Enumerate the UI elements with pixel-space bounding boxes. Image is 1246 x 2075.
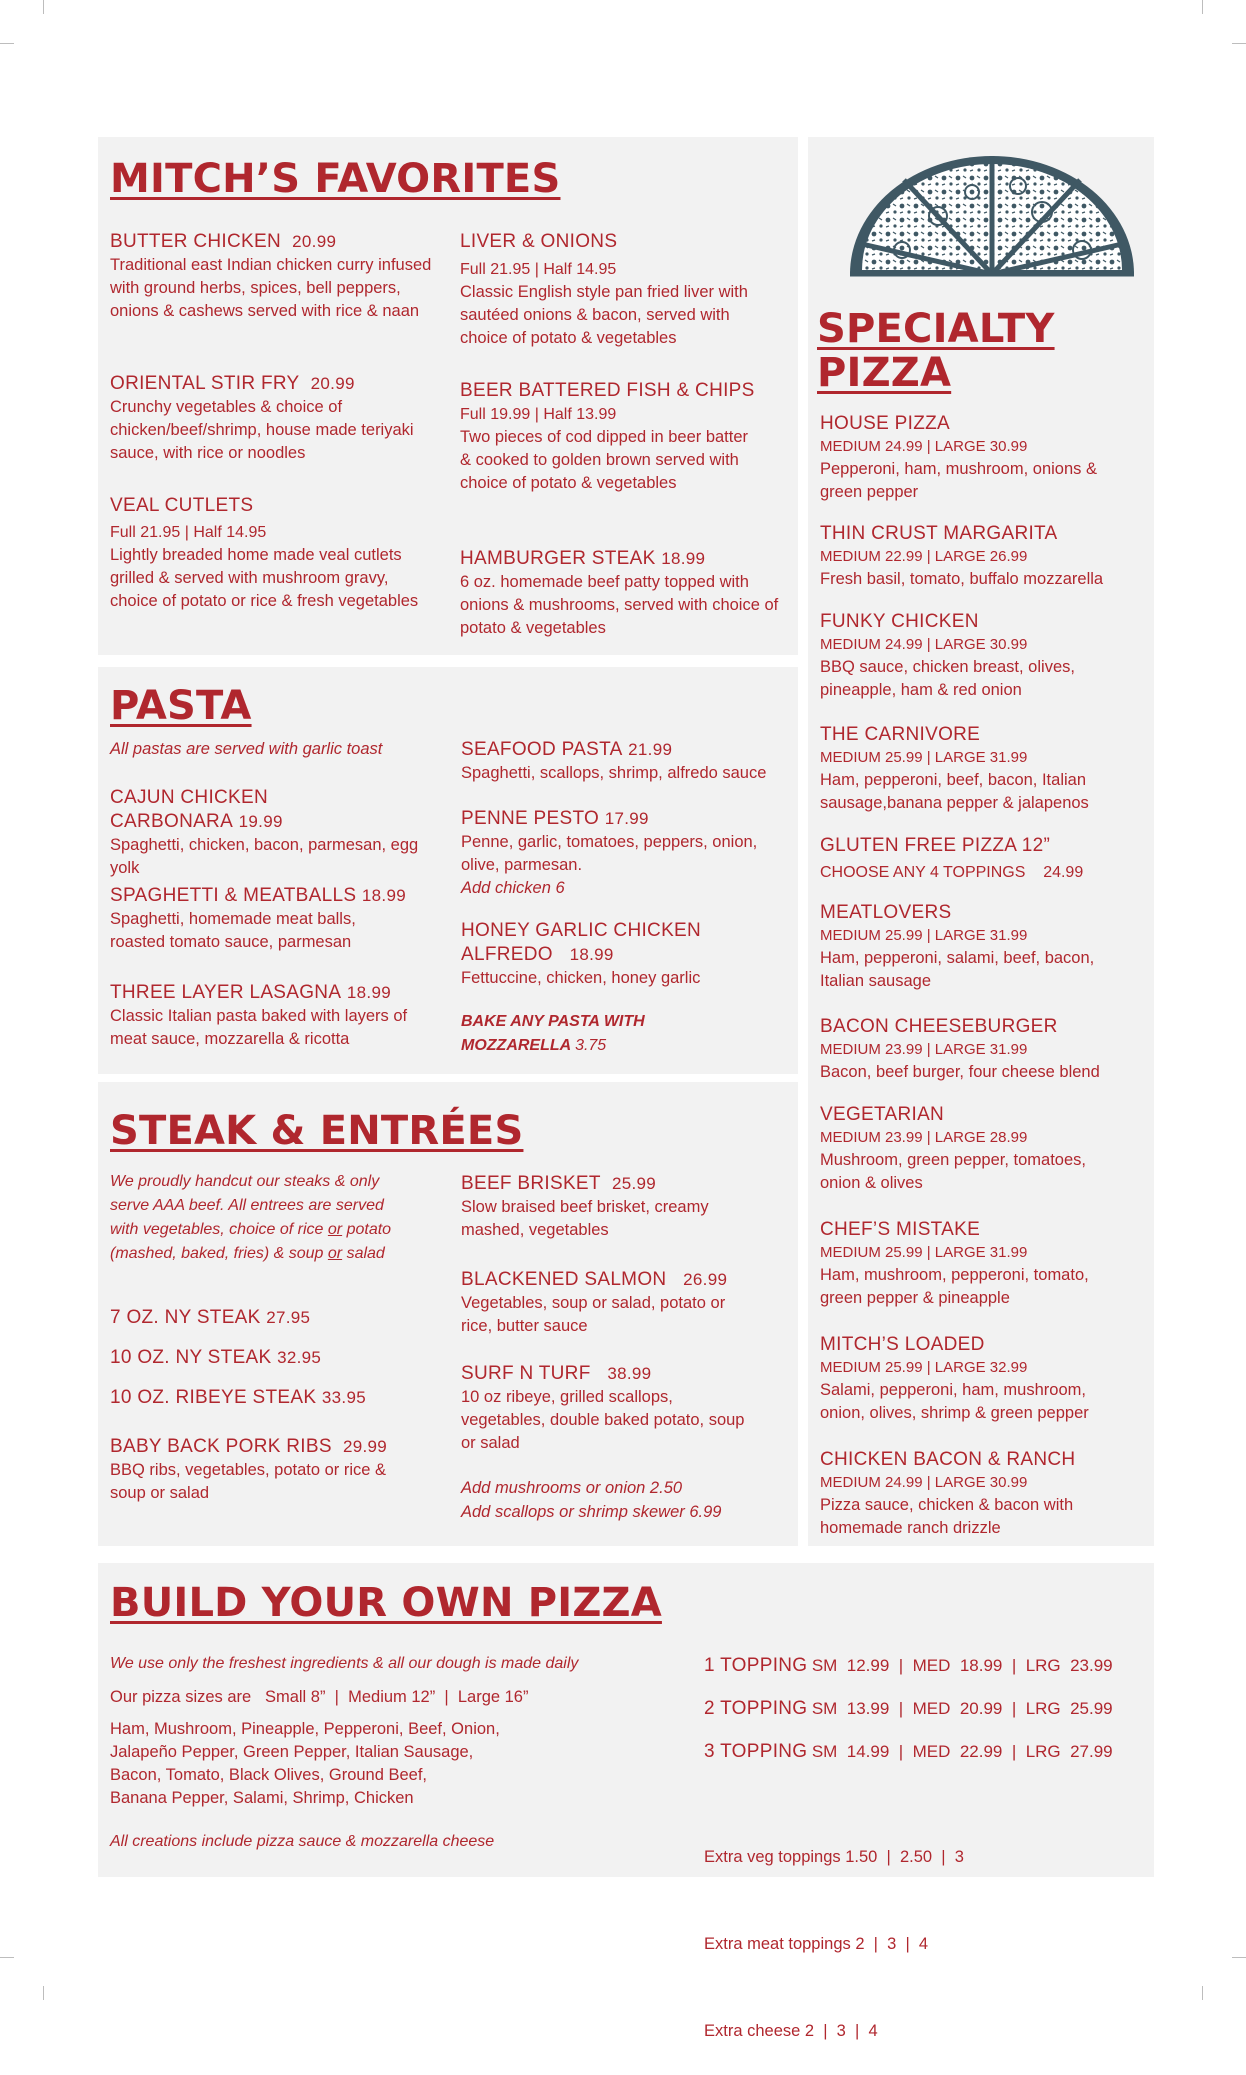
item-price: 19.99 — [238, 812, 283, 831]
item-price: 27.95 — [266, 1308, 311, 1327]
pizza-name: CHICKEN BACON & RANCH — [820, 1449, 1076, 1470]
item-name: BUTTER CHICKEN — [110, 231, 281, 252]
item-name-line2: ALFREDO — [461, 944, 553, 965]
item-description: Lightly breaded home made veal cutlets grilled & served with mushroom gravy, choice of potato or rice & fresh vegetables — [110, 546, 419, 610]
crop-mark — [0, 1957, 14, 1958]
item-name: BABY BACK PORK RIBS — [110, 1436, 332, 1457]
menu-item — [461, 807, 791, 900]
item-price: 18.99 — [569, 945, 614, 964]
item-addon: Add chicken 6 — [461, 879, 565, 897]
pizza-prices: MEDIUM 22.99 | LARGE 26.99 — [820, 548, 1028, 565]
menu-item — [110, 981, 440, 1051]
steak-title: STEAK & ENTRÉES — [110, 1108, 524, 1154]
pizza-prices: MEDIUM 24.99 | LARGE 30.99 — [820, 636, 1028, 653]
pizza-name: MITCH’S LOADED — [820, 1334, 985, 1355]
item-description: 6 oz. homemade beef patty topped with onions & mushrooms, served with choice of potato & vegetables — [460, 573, 779, 637]
crop-mark — [1202, 1986, 1203, 2000]
pizza-item — [820, 610, 1150, 702]
topping-tier — [704, 1654, 1113, 1678]
steak-item — [110, 1386, 366, 1410]
item-description: Slow braised beef brisket, creamy mashed, vegetables — [461, 1198, 709, 1239]
menu-item — [460, 379, 790, 495]
pizza-item — [820, 834, 1150, 884]
pizza-item — [820, 412, 1150, 504]
item-name: LIVER & ONIONS — [460, 231, 618, 252]
item-price: 17.99 — [604, 809, 649, 828]
pizza-description: Bacon, beef burger, four cheese blend — [820, 1063, 1100, 1081]
item-name: HONEY GARLIC CHICKEN — [461, 920, 702, 941]
item-price: 18.99 — [661, 549, 706, 568]
menu-item — [460, 230, 790, 350]
pizza-item — [820, 901, 1150, 993]
steak-intro-text: potato — [342, 1221, 392, 1238]
tier-prices: SM 12.99 | MED 18.99 | LRG 23.99 — [811, 1656, 1113, 1675]
steak-addons — [461, 1476, 721, 1524]
item-name: SEAFOOD PASTA — [461, 739, 623, 760]
toppings-line: Ham, Mushroom, Pineapple, Pepperoni, Beef, Onion, — [110, 1720, 500, 1738]
item-name: SPAGHETTI & MEATBALLS — [110, 885, 357, 906]
bake-pasta-note — [461, 1010, 645, 1058]
tier-prices: SM 14.99 | MED 22.99 | LRG 27.99 — [811, 1742, 1113, 1761]
pizza-description: Salami, pepperoni, ham, mushroom, onion, olives, shrimp & green pepper — [820, 1381, 1089, 1422]
tier-label: 1 TOPPING — [704, 1655, 808, 1676]
menu-item — [110, 884, 440, 954]
pizza-description: Ham, pepperoni, beef, bacon, Italian sausage,banana pepper & jalapenos — [820, 771, 1089, 812]
item-subprice: Full 21.95 | Half 14.95 — [460, 261, 617, 278]
item-price: 18.99 — [361, 886, 406, 905]
menu-item — [461, 919, 791, 990]
pizza-item — [820, 1333, 1150, 1425]
item-price: 20.99 — [310, 374, 355, 393]
extra-line: Extra veg toppings 1.50 | 2.50 | 3 — [704, 1848, 964, 1866]
bake-line2: MOZZARELLA — [461, 1037, 571, 1054]
item-name: 10 OZ. RIBEYE STEAK — [110, 1387, 317, 1408]
pizza-prices: MEDIUM 25.99 | LARGE 31.99 — [820, 749, 1028, 766]
item-price: 33.95 — [321, 1388, 366, 1407]
item-subprice: Full 19.99 | Half 13.99 — [460, 406, 617, 423]
item-name: PENNE PESTO — [461, 808, 600, 829]
pizza-prices: MEDIUM 25.99 | LARGE 31.99 — [820, 927, 1028, 944]
build-toppings — [110, 1718, 500, 1810]
item-name: BLACKENED SALMON — [461, 1269, 667, 1290]
tier-label: 2 TOPPING — [704, 1698, 808, 1719]
item-name: 7 OZ. NY STEAK — [110, 1307, 261, 1328]
pizza-item — [820, 1218, 1150, 1310]
pizza-name: FUNKY CHICKEN — [820, 611, 979, 632]
item-name: ORIENTAL STIR FRY — [110, 373, 300, 394]
item-description: 10 oz ribeye, grilled scallops, vegetables, double baked potato, soup or salad — [461, 1388, 745, 1452]
pizza-prices: MEDIUM 23.99 | LARGE 31.99 — [820, 1041, 1028, 1058]
item-price: 25.99 — [611, 1174, 657, 1193]
item-price: 20.99 — [292, 232, 337, 251]
item-name: HAMBURGER STEAK — [460, 548, 656, 569]
item-description: Spaghetti, chicken, bacon, parmesan, egg yolk — [110, 836, 419, 877]
item-name: SURF N TURF — [461, 1363, 591, 1384]
item-description: Classic Italian pasta baked with layers of meat sauce, mozzarella & ricotta — [110, 1007, 408, 1048]
item-price: 29.99 — [343, 1437, 388, 1456]
menu-item — [461, 1172, 791, 1242]
pizza-prices: MEDIUM 24.99 | LARGE 30.99 — [820, 438, 1028, 455]
crop-mark — [1232, 1957, 1246, 1958]
pizza-description: Pepperoni, ham, mushroom, onions & green pepper — [820, 460, 1097, 501]
pizza-name: THE CARNIVORE — [820, 724, 981, 745]
steak-intro-text: salad — [342, 1245, 385, 1262]
menu-item — [110, 230, 440, 323]
item-name: 10 OZ. NY STEAK — [110, 1347, 272, 1368]
item-price: 18.99 — [346, 983, 391, 1002]
tier-prices: SM 13.99 | MED 20.99 | LRG 25.99 — [811, 1699, 1113, 1718]
tier-label: 3 TOPPING — [704, 1741, 808, 1762]
specialty-title-line2: PIZZA — [817, 350, 952, 396]
steak-intro — [110, 1170, 450, 1266]
pizza-illustration — [842, 146, 1142, 281]
toppings-line: Bacon, Tomato, Black Olives, Ground Beef, — [110, 1766, 428, 1784]
steak-intro-or: or — [327, 1245, 343, 1262]
build-extras — [704, 1785, 964, 2075]
build-note: We use only the freshest ingredients & all our dough is made daily — [110, 1655, 579, 1672]
steak-intro-line: serve AAA beef. All entrees are served — [110, 1197, 384, 1214]
menu-item — [461, 1362, 791, 1455]
pizza-description: Fresh basil, tomato, buffalo mozzarella — [820, 570, 1104, 588]
item-price: 32.95 — [277, 1348, 322, 1367]
pizza-name: MEATLOVERS — [820, 902, 952, 923]
build-footer: All creations include pizza sauce & mozzarella cheese — [110, 1833, 495, 1850]
item-description: BBQ ribs, vegetables, potato or rice & soup or salad — [110, 1461, 387, 1502]
pizza-name: THIN CRUST MARGARITA — [820, 523, 1058, 544]
menu-item — [461, 1268, 791, 1338]
pizza-prices: MEDIUM 25.99 | LARGE 31.99 — [820, 1244, 1028, 1261]
crop-mark — [1202, 0, 1203, 14]
pizza-description: Ham, mushroom, pepperoni, tomato, green pepper & pineapple — [820, 1266, 1089, 1307]
pizza-name: VEGETARIAN — [820, 1104, 945, 1125]
addon-line: Add scallops or shrimp skewer 6.99 — [461, 1503, 722, 1521]
item-price: 21.99 — [628, 740, 673, 759]
pasta-note: All pastas are served with garlic toast — [110, 740, 383, 758]
crop-mark — [43, 1986, 44, 2000]
item-description: Crunchy vegetables & choice of chicken/beef/shrimp, house made teriyaki sauce, with rice or noodles — [110, 398, 414, 462]
pizza-item — [820, 1015, 1150, 1084]
steak-item — [110, 1346, 321, 1370]
topping-tier — [704, 1697, 1113, 1721]
menu-item — [460, 547, 790, 640]
item-description: Traditional east Indian chicken curry infused with ground herbs, spices, bell peppers, onions & cashews served with rice & naan — [110, 256, 432, 320]
menu-item — [110, 786, 440, 880]
item-description: Penne, garlic, tomatoes, peppers, onion, olive, parmesan. — [461, 833, 758, 874]
item-name: VEAL CUTLETS — [110, 495, 254, 516]
pizza-prices: MEDIUM 25.99 | LARGE 32.99 — [820, 1359, 1028, 1376]
bake-price: 3.75 — [575, 1037, 607, 1054]
crop-mark — [43, 0, 44, 14]
crop-mark — [0, 43, 14, 44]
pizza-item — [820, 723, 1150, 815]
pizza-item — [820, 1103, 1150, 1195]
specialty-title-line1: SPECIALTY — [817, 306, 1055, 352]
pizza-item — [820, 1448, 1150, 1540]
item-price: 26.99 — [683, 1270, 728, 1289]
item-description: Vegetables, soup or salad, potato or rice, butter sauce — [461, 1294, 726, 1335]
item-name: CAJUN CHICKEN CARBONARA — [110, 787, 269, 832]
pizza-name: CHEF’S MISTAKE — [820, 1219, 981, 1240]
item-name: BEEF BRISKET — [461, 1173, 601, 1194]
menu-item — [110, 1435, 440, 1505]
item-description: Fettuccine, chicken, honey garlic — [461, 969, 701, 987]
pizza-name: HOUSE PIZZA — [820, 413, 950, 434]
favorites-title: MITCH’S FAVORITES — [110, 156, 561, 202]
pizza-prices: MEDIUM 23.99 | LARGE 28.99 — [820, 1129, 1028, 1146]
specialty-title — [817, 307, 1055, 395]
toppings-line: Banana Pepper, Salami, Shrimp, Chicken — [110, 1789, 414, 1807]
item-description: Spaghetti, scallops, shrimp, alfredo sauce — [461, 764, 767, 782]
menu-item — [110, 494, 440, 613]
pizza-description: BBQ sauce, chicken breast, olives, pineapple, ham & red onion — [820, 658, 1075, 699]
build-title: BUILD YOUR OWN PIZZA — [110, 1580, 662, 1626]
menu-item — [461, 738, 791, 785]
topping-tier — [704, 1740, 1113, 1764]
bake-line1: BAKE ANY PASTA WITH — [461, 1013, 645, 1030]
pasta-title: PASTA — [110, 683, 252, 729]
item-price: 38.99 — [607, 1364, 652, 1383]
build-sizes: Our pizza sizes are Small 8” | Medium 12” | Large 16” — [110, 1688, 529, 1706]
pizza-description: Mushroom, green pepper, tomatoes, onion & olives — [820, 1151, 1086, 1192]
pizza-prices: MEDIUM 24.99 | LARGE 30.99 — [820, 1474, 1028, 1491]
pizza-prices: CHOOSE ANY 4 TOPPINGS 24.99 — [820, 864, 1084, 881]
pizza-description: Ham, pepperoni, salami, beef, bacon, Italian sausage — [820, 949, 1095, 990]
steak-intro-text: (mashed, baked, fries) & soup — [110, 1245, 328, 1262]
pizza-description: Pizza sauce, chicken & bacon with homemade ranch drizzle — [820, 1496, 1074, 1537]
item-description: Spaghetti, homemade meat balls, roasted tomato sauce, parmesan — [110, 910, 356, 951]
pizza-name: GLUTEN FREE PIZZA 12” — [820, 835, 1051, 856]
toppings-line: Jalapeño Pepper, Green Pepper, Italian Sausage, — [110, 1743, 474, 1761]
item-description: Two pieces of cod dipped in beer batter & cooked to golden brown served with choice of potato & vegetables — [460, 428, 749, 492]
item-description: Classic English style pan fried liver with sautéed onions & bacon, served with choice of potato & vegetables — [460, 283, 748, 347]
pizza-name: BACON CHEESEBURGER — [820, 1016, 1058, 1037]
steak-intro-line: We proudly handcut our steaks & only — [110, 1173, 380, 1190]
extra-line: Extra meat toppings 2 | 3 | 4 — [704, 1935, 929, 1953]
item-subprice: Full 21.95 | Half 14.95 — [110, 524, 267, 541]
extra-line: Extra cheese 2 | 3 | 4 — [704, 2022, 878, 2040]
crop-mark — [1232, 43, 1246, 44]
steak-intro-text: with vegetables, choice of rice — [110, 1221, 328, 1238]
steak-item — [110, 1306, 310, 1330]
steak-intro-or: or — [327, 1221, 343, 1238]
item-name: THREE LAYER LASAGNA — [110, 982, 342, 1003]
addon-line: Add mushrooms or onion 2.50 — [461, 1479, 683, 1497]
menu-item — [110, 372, 440, 465]
pizza-item — [820, 522, 1150, 591]
item-name: BEER BATTERED FISH & CHIPS — [460, 380, 755, 401]
